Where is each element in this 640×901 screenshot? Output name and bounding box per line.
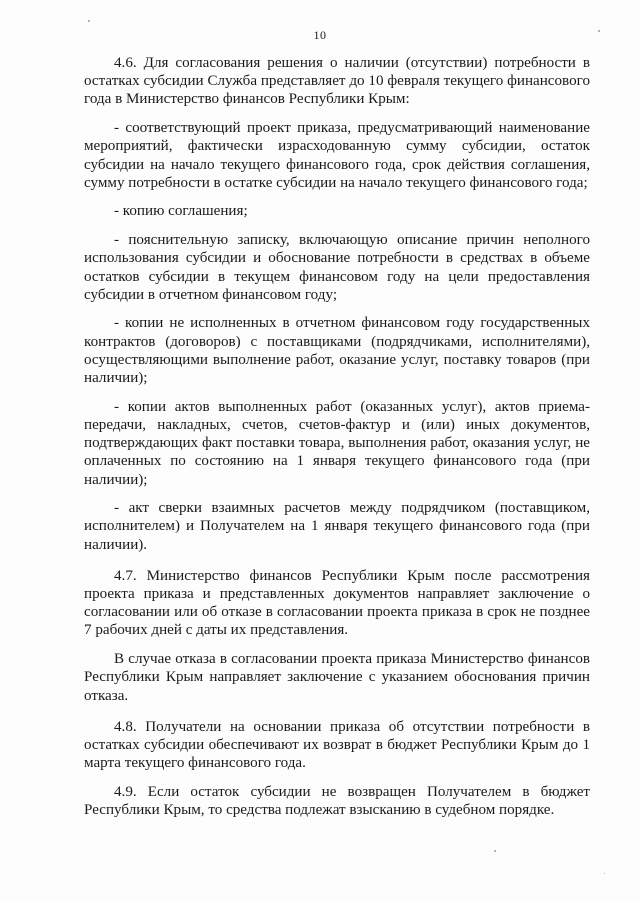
document-body: [84, 54, 590, 830]
page-number: 10: [313, 28, 327, 42]
list-item-acts-copies: - копии актов выполненных работ (оказанных услуг), актов приема-передачи, накладных, счетов, счетов-фактур и (или) иных документов, подтверждающих факт поставки товара, выполнения работ, оказания услуг, не оплаченных по состоянию на 1 января текущего финансового года (при наличии);: [84, 398, 590, 488]
list-item-draft-order: - соответствующий проект приказа, предусматривающий наименование мероприятий, фактически израсходованную сумму субсидии, остаток субсидии на начало текущего финансового года, срок действия соглашения, сумму потребности в остатке субсидии на начало текущего финансового года;: [84, 120, 590, 191]
paragraph-4-9: 4.9. Если остаток субсидии не возвращен Получателем в бюджет Республики Крым, то средства подлежат взысканию в судебном порядке.: [84, 783, 590, 819]
paragraph-refusal: В случае отказа в согласовании проекта приказа Министерство финансов Республики Крым направляет заключение с указанием обоснования причин отказа.: [84, 651, 590, 704]
scan-speck: [598, 30, 600, 32]
paragraph-4-6: 4.6. Для согласования решения о наличии (отсутствии) потребности в остатках субсидии Служба представляет до 10 февраля текущего финансового года в Министерство финансов Республики Крым:: [84, 55, 590, 108]
scan-speck: [88, 20, 90, 22]
paragraph-4-8: 4.8. Получатели на основании приказа об отсутствии потребности в остатках субсидии обеспечивают их возврат в бюджет Республики Крым до 1 марта текущего финансового года.: [84, 718, 590, 772]
list-item-agreement-copy: - копию соглашения;: [114, 203, 248, 220]
list-item-explanatory-note: - пояснительную записку, включающую описание причин неполного использования субсидии и обоснование потребности в средствах в объеме остатков субсидии в текущем финансовом году на цели предоставления субсидии в отчетном финансовом году;: [84, 232, 590, 303]
scan-speck: [604, 873, 605, 874]
paragraph-4-7: 4.7. Министерство финансов Республики Крым после рассмотрения проекта приказа и представленных документов направляет заключение о согласовании или об отказе в согласовании проекта приказа в срок не позднее 7 рабочих дней с даты их представления.: [84, 567, 590, 639]
scan-speck: [494, 850, 496, 852]
list-item-contract-copies: - копии не исполненных в отчетном финансовом году государственных контрактов (договоров) с поставщиками (подрядчиками, исполнителями), осуществляющими выполнение работ, оказание услуг, поставку товаров (при наличии);: [84, 315, 590, 387]
list-item-reconciliation-act: - акт сверки взаимных расчетов между подрядчиком (поставщиком, исполнителем) и Получателем на 1 января текущего финансового года (при наличии).: [84, 500, 590, 553]
